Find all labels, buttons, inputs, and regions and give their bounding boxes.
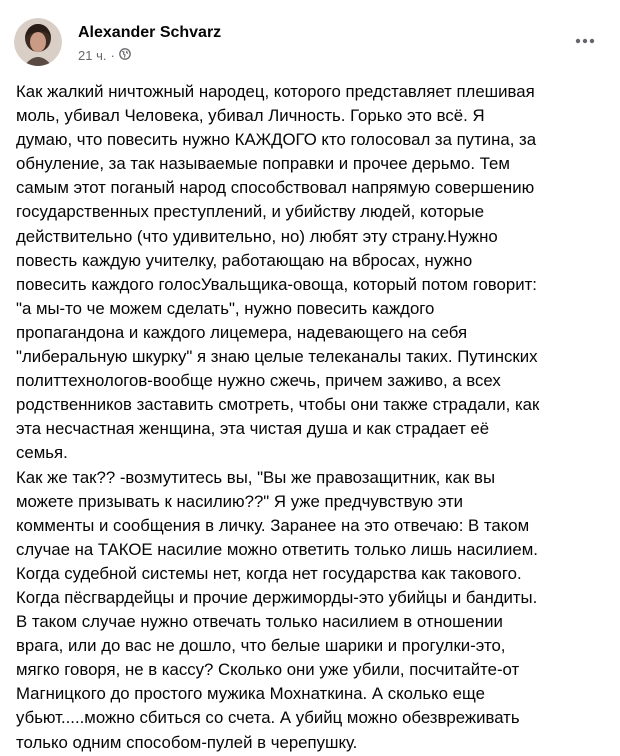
avatar-photo (14, 18, 62, 66)
post-text-line: Как же так?? -возмутитесь вы, "Вы же правозащитник, как вы (16, 467, 496, 487)
post-text-line: родственников заставить смотреть, чтобы они также страдали, как (16, 395, 540, 415)
post-text-line: В таком случае нужно отвечать только насилием в отношении (16, 612, 503, 632)
post-text-line: мягко говоря, не в кассу? Сколько они уже убили, посчитайте-от (16, 660, 520, 680)
more-options-button[interactable] (570, 26, 600, 56)
post-text-line: пропагандона и каждого лицемера, надевающего на себя (16, 322, 468, 342)
post-text-line: Магницкого до простого мужика Мохнаткина. А сколько еще (16, 684, 485, 704)
post-text-line: случае на ТАКОЕ насилие можно ответить только лишь насилием. (16, 539, 538, 559)
post-text-line: обнуление, за так называемые поправки и прочее дерьмо. Тем (16, 154, 510, 174)
post-time[interactable]: 21 ч. (78, 48, 107, 63)
post-text-line: думаю, что повесить нужно КАЖДОГО кто голосовал за путина, за (16, 130, 537, 150)
post-text (16, 80, 606, 755)
author-name[interactable]: Alexander Schvarz (78, 24, 222, 41)
post-text-line: только одним способом-пулей в черепушку. (16, 732, 358, 752)
post-text-line: Когда пёсгвардейцы и прочие держиморды-это убийцы и бандиты. (16, 587, 538, 607)
post-text-line: убьют.....можно сбиться со счета. А убийц можно обезвреживать (16, 708, 520, 728)
post-text-line: политтехнологов-вообще нужно сжечь, причем заживо, а всех (16, 371, 501, 391)
post-text-line: семья. (16, 443, 68, 463)
meta-separator: · (110, 48, 115, 63)
post-text-line: повесить каждого голосУвальщика-овоща, который потом говорит: (16, 274, 537, 294)
post-text-line: врага, или до вас не дошло, что белые шарики и прогулки-это, (16, 636, 506, 656)
post-meta (78, 48, 131, 63)
post-header (14, 18, 606, 68)
post-text-line: действительно (что удивительно, но) любят эту страну.Нужно (16, 226, 498, 246)
post-text-line: самым этот поганый народ способствовал напрямую совершению (16, 178, 535, 198)
post-text-line: Как жалкий ничтожный народец, которого представляет плешивая (16, 82, 535, 101)
more-horizontal-icon (575, 38, 595, 44)
avatar[interactable] (14, 18, 62, 66)
post-text-line: моль, убивал Человека, убивал Личность. Горько это всё. Я (16, 106, 485, 126)
post-text-line: комменты и сообщения в личку. Заранее на это отвечаю: В таком (16, 515, 530, 535)
post-text-line: "либеральную шкурку" я знаю целые телеканалы таких. Путинских (16, 347, 538, 367)
post-text-line: эта несчастная женщина, эта чистая душа и как страдает её (16, 419, 490, 439)
globe-icon[interactable] (119, 48, 131, 63)
post-text-line: Когда судебной системы нет, когда нет государства как такового. (16, 563, 522, 583)
post-text-line: государственных преступлений, и убийству людей, которые (16, 202, 485, 222)
post-text-line: "а мы-то че можем сделать", нужно повесить каждого (16, 298, 435, 318)
post-text-line: можете призывать к насилию??" Я уже предчувствую эти (16, 491, 464, 511)
post-text-line: повесть каждую учителку, работающаю на вбросах, нужно (16, 250, 473, 270)
